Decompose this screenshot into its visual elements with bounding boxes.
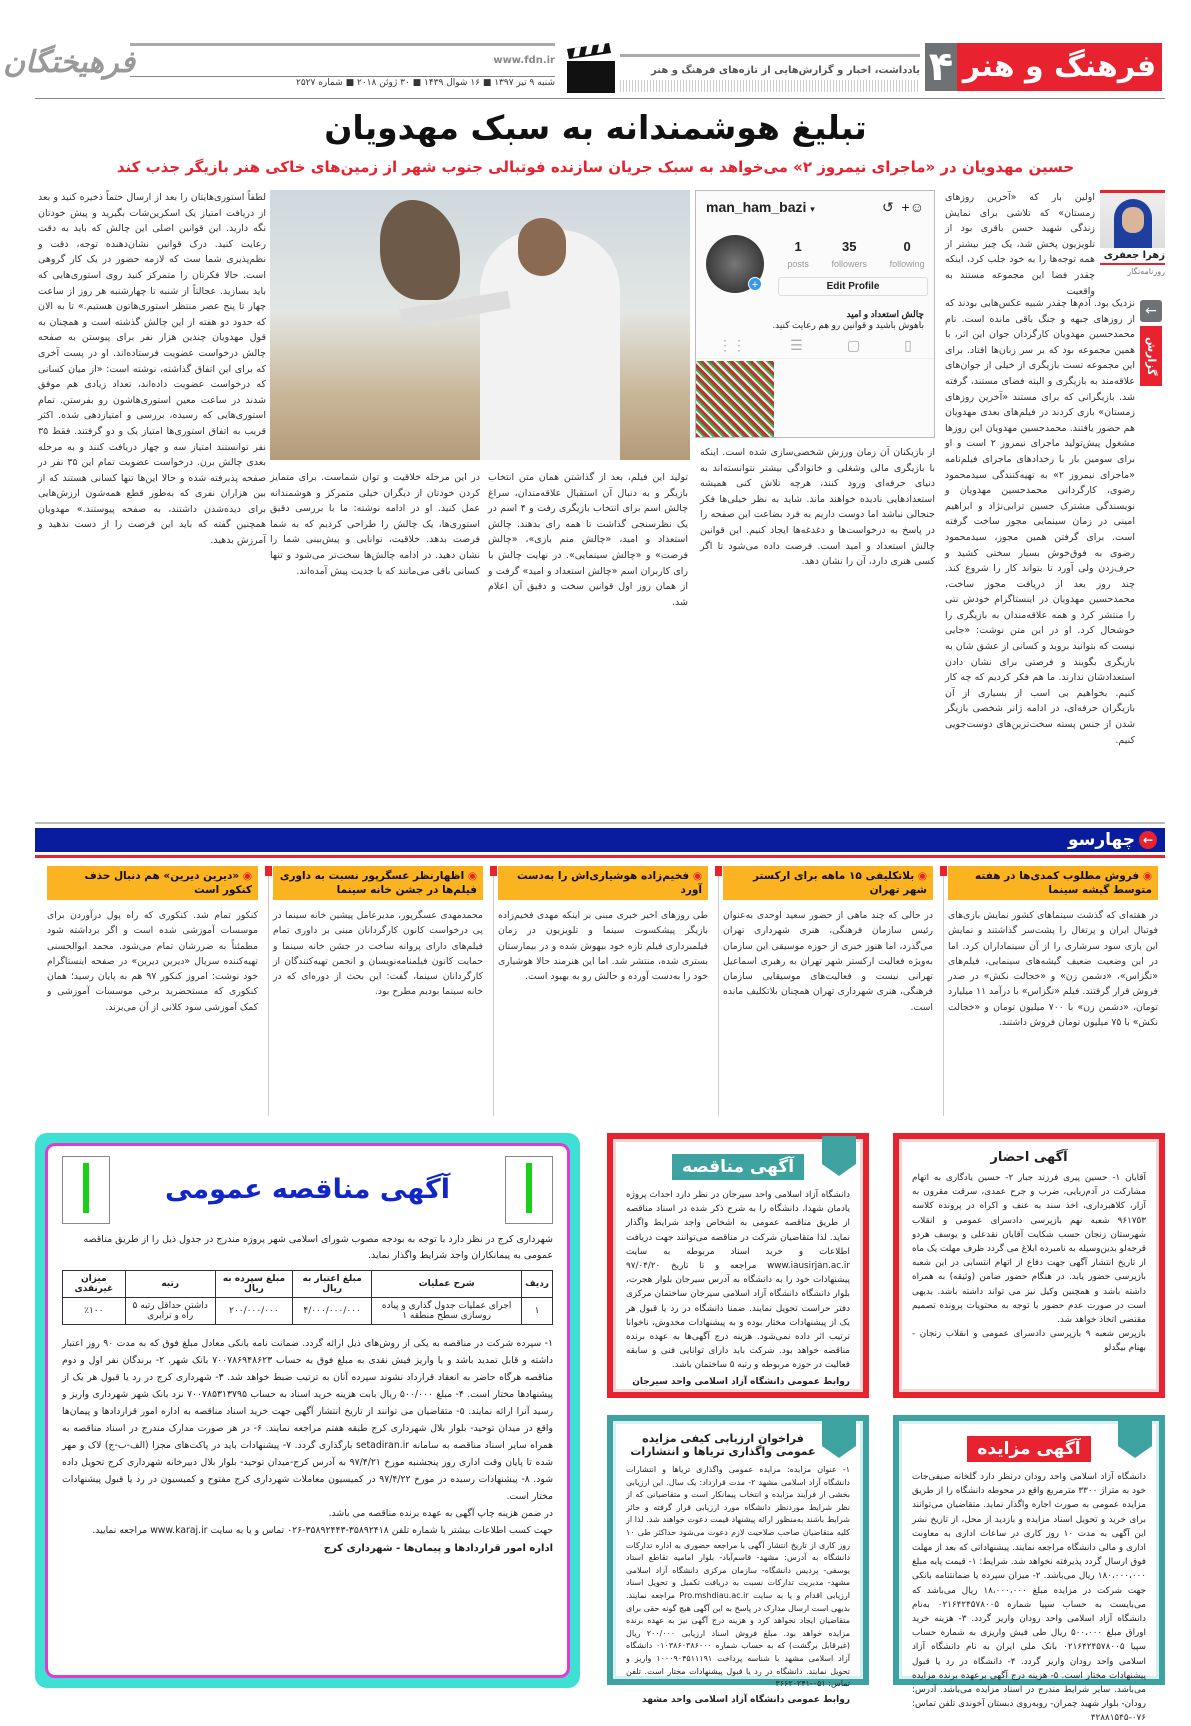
divider xyxy=(130,43,555,46)
instagram-screenshot xyxy=(695,190,935,438)
news-item xyxy=(943,866,1158,1116)
clapperboard-icon xyxy=(565,43,617,93)
chaharsoo-banner xyxy=(35,828,1165,852)
website: www.fdn.ir xyxy=(493,55,555,66)
ad-title: آگهی مناقصه xyxy=(672,1154,804,1180)
dateline: شنبه ۹ تیر ۱۳۹۷ ■ ۱۶ شوال ۱۴۳۹ ■ ۳۰ ژوئن ۲۰۱۸ ■ شماره ۲۵۲۷ xyxy=(296,78,555,88)
report-tag: گزارش xyxy=(1140,326,1162,386)
ad-body: ۱- عنوان مزایده: مزایده عمومی واگذاری تریاها و انتشارات دانشگاه آزاد اسلامی مشهد ۲- مدت قرارداد: یک سال. این ارزیابی بخشی از فرآیند مزایده و انتخاب پیمانکار است و متقاضیانی که از نظر شرایط موردنظر دانشگاه مورد ارزیابی قرار گرفته و حائز شرایط باشند به‌منظور ارائه پیشنهاد قیمت دعوت خواهند شد. لذا از کلیه متقاضیان صاحب صلاحیت لازم دعوت می‌شود حداکثر طی ۱۰ روز کاری از تاریخ انتشار آگهی با مراجعه حضوری به اداره تدارکات دانشگاه به آدرس: مشهد- قاسم‌آباد- بلوار امامیه تقاطع استاد یوسفی- پردیس دانشگاه- سازمان مرکزی دانشگاه آزاد اسلامی مشهد- مدیریت تدارکات نسبت به دریافت تکمیل و تحویل اسناد ارزیابی اقدام و یا به سایت Pro.mshdiau.ac.ir مراجعه نمایند. بدیهی است ارسال مدارک در پاسخ به این آگهی هیچ گونه حقی برای متقاضیان ایجاد نخواهد کرد و هزینه درج آگهی نیز به عهده برنده مزایده خواهد بود. مبلغ فروش اسناد ارزیابی ۲۰۰/۰۰۰ ریال (غیرقابل برگشت) که به حساب شماره ۰۱۰۳۸۶۰۳۸۶۰۰۰ دانشگاه آزاد اسلامی مشهد با شناسه پرداخت ۱۰۰۰۹۰۴۵۱۱۱۹۱ واریز و تحویل نمایند. دانشگاه در رد یا قبول پیشنهادات مختار است. تلفن تماس: ۰۵۱-۳۶۶۲۰۲۴۱ xyxy=(626,1465,851,1689)
news-title: بلاتکلیفی ۱۵ ماهه برای ارکستر شهر تهران xyxy=(752,870,927,896)
news-body: در حالی که چند ماهی از حضور سعید اوحدی به‌عنوان رئیس سازمان فرهنگی، هنری شهرداری تهران می‌گذرد، اما هنوز خبری از حوزه موسیقی این سازمان به‌ویژه فعالیت ارکستر شهر تهران به رهبری اسماعیل تهرانی نیست و فعالیت‌های موسیقایی سازمان فرهنگی، هنری شهرداری تهران همچنان بلاتکلیف مانده است. xyxy=(723,910,933,1013)
ad-intro: شهرداری کرج در نظر دارد با توجه به بودجه مصوب شورای اسلامی شهر پروژه مندرج در جدول ذیل را از طریق مناقصه عمومی به پیمانکاران واجد شرایط واگذار نماید. xyxy=(83,1234,553,1261)
bullet-icon: ◉ xyxy=(467,870,477,882)
news-item xyxy=(268,866,483,1116)
author-photo xyxy=(1100,190,1165,248)
ad-note: در ضمن هزینه چاپ آگهی به عهده برنده مناقصه می باشد. xyxy=(328,1508,553,1519)
article-column: از بازیکنان آن زمان ورزش شخصی‌سازی شده است. اینکه با بازیگری مالی وشغلی و خانوادگی بیشتر نتوانسته‌اند به دنیای حرفه‌ای ورود کنند، هرچه تلاش کنی همیشه استعدادهایی نادیده خواهند ماند. شاید به نظر خیلی‌ها فکر جنجالی نباشد اما دوست داریم به فرد بضاعت این صفحه را در پاسخ به درخواست‌ها و دغدغه‌ها ایجاد کنیم. این قوانین چالش استعداد و امید است. فرصت داده می‌شود تا اگر کسی هنری دارد، آن را نشان دهد. xyxy=(700,447,935,568)
karaj-municipality-logo xyxy=(62,1156,110,1224)
chaharsoo-title: چهارسو xyxy=(1067,830,1135,850)
divider xyxy=(35,822,1165,824)
profile-bio: چالش استعداد و امید باهوش باشید و قوانین رو هم رعایت کنید. xyxy=(772,309,924,330)
page-number: ۴ xyxy=(925,43,957,91)
news-title: «دیرین دیرین» هم دنبال حذف کنکور است xyxy=(84,870,252,896)
ad-title: فراخوان ارزیابی کیفی مزایده عمومی واگذاری تریاها و انتشارات xyxy=(630,1432,816,1458)
instagram-username: man_ham_bazi xyxy=(706,199,807,215)
article-subheadline: حسین مهدویان در «ماجرای نیمروز ۲» می‌خواهد به سبک جریان سازنده فوتبالی جنوب شهر از زمین‌های خاکی هنر بازیگر جذب کند xyxy=(116,158,1075,176)
news-title: فخیم‌زاده هوشیاری‌اش را به‌دست آورد xyxy=(517,870,702,896)
karaj-tender-ad xyxy=(35,1133,580,1688)
news-body: در هفته‌ای که گذشت سینماهای کشور نمایش بازی‌های فوتبال ایران و پرتغال را پشت‌سر گذاشتند و نمایش این بازی سود سرشاری را از آن سینماداران کرد. اما در این وضعیت ضعیف گیشه‌های سینمایی، فیلم‌های «تگزاس»، «دشمن زن» و «خجالت نکش» در صدر فروش قرار گرفتند. فیلم «تگزاس» با درآمد ۱۱ میلیارد تومان، «دشمن زن» با ۷۰۰ میلیون تومان و «خجالت نکش» با ۷۵ میلیون تومان فروش داشتند. xyxy=(948,910,1158,1029)
article-column: اولین بار که «آخرین روزهای زمستان» که تلاشی برای نمایش زندگی شهید حسن باقری بود از تلویزیون پخش شد، یک چیز بیشتر از همه توجه‌ها را به خود جلب کرد، اینکه چقدر فضا این مجموعه مستند به واقعیت xyxy=(945,192,1095,297)
news-title: فروش مطلوب کمدی‌ها در هفته متوسط گیشه سینما xyxy=(974,870,1152,896)
article-column: تولید این فیلم، بعد از گذاشتن همان متن انتخاب بازیگر و به دنبال آن استقبال علاقه‌مندان، سراغ چالش اسم برای انتخاب بازیگری رفت و ۴ اسم در یک نظرسنجی گذاشت تا همه رای بدهند. چالش استعداد و امید، «چالش منم بازی»، «چالش فرصت» و «چالش سینمایی». در نهایت چالش با رای کاربران اسم «چالش استعداد و امید» گرفت و از همان روز اول قوانین سخت و دقیق آن اعلام شد. xyxy=(488,472,689,608)
arrow-left-icon: ← xyxy=(1140,300,1162,322)
azad-university-emblem-icon xyxy=(822,1136,856,1176)
ad-signature: روابط عمومی دانشگاه آزاد اسلامی واحد مشهد xyxy=(642,1694,850,1705)
tagged-icon: ▢ xyxy=(846,337,861,353)
posts-stat: 1 posts xyxy=(787,239,809,269)
history-icon: ↺ xyxy=(882,199,894,215)
list-icon: ☰ xyxy=(790,337,803,353)
arrow-left-icon: ← xyxy=(1139,831,1157,849)
bookmark-icon: ▯ xyxy=(904,337,912,353)
ad-title: آگهی مزایده xyxy=(967,1436,1090,1462)
news-item xyxy=(718,866,933,1116)
post-thumbnail xyxy=(696,361,774,437)
summons-ad xyxy=(893,1133,1165,1398)
following-stat: 0 following xyxy=(889,239,925,269)
add-user-icon: +☺ xyxy=(901,199,924,215)
ad-body: آقایان ۱- حسین پیری فرزند جبار ۲- حسین یادگاری به اتهام مشارکت در آدم‌ربایی، ضرب و جرح عمدی، سرقت مقرون به آزار، کلاهبرداری، اخذ سند به عنف و اکراه در پرونده کلاسه ۹۶۱۷۵۳ شعبه نهم بازپرسی دادسرای عمومی و انقلاب شهرستان زنجان حسب شکایت آقایان نقدعلی و یوسف هردو قرجه‌لو بدین‌وسیله به نامبرده ابلاغ می گردد ظرف مهلت یک ماه از تاریخ انتشار آگهی جهت دفاع از اتهام انتسابی در این شعبه بازپرسی حضور یابد. در هنگام حضور ضامن (وثیقه) به همراه داشته باشد و همچنین وکیل نیز می تواند داشته باشد. بدیهی است در صورت عدم حضور با توجه به محتویات پرونده تصمیم مقتضی اتخاذ خواهد شد. xyxy=(912,1173,1146,1326)
ad-title: آگهی احضار xyxy=(990,1150,1068,1165)
ad-contact: جهت کسب اطلاعات بیشتر با شماره تلفن ۳۵۸۹۲۴۱۸-۳۵۸۹۲۴۴۳-۰۲۶ تماس و یا به سایت www.karaj.ir مراجعه نمایید. xyxy=(92,1525,553,1536)
add-story-icon: + xyxy=(748,277,762,291)
chevron-down-icon: ▾ xyxy=(810,204,815,214)
ad-signature: اداره امور قراردادها و پیمان‌ها - شهرداری کرج xyxy=(323,1543,553,1554)
decorative-hatch xyxy=(620,80,920,92)
section-tagline: یادداشت، اخبار و گزارش‌هایی از تازه‌های فرهنگ و هنر xyxy=(620,54,920,76)
divider xyxy=(35,855,1165,858)
news-item xyxy=(493,866,708,1116)
article-photo-falconer xyxy=(270,190,690,460)
article-headline: تبلیغ هوشمندانه به سبک مهدویان xyxy=(324,108,867,147)
sirjan-tender-ad xyxy=(607,1133,869,1398)
author-box xyxy=(1100,190,1165,276)
tender-table: ردیف شرح عملیات مبلغ اعتبار به ریال مبلغ سپرده به ریال رتبه میزان غیرنقدی ۱ اجرای عملیات جدول گذاری و پیاده روسازی سطح منطقه ۱ ۴/۰۰۰/۰۰۰/۰۰۰ ۲۰۰/۰۰۰/۰۰۰ داشتن حداقل رتبه ۵ راه و ترابری ٪۱۰۰ xyxy=(62,1270,553,1325)
bullet-icon: ◉ xyxy=(692,870,702,882)
edit-profile-button: Edit Profile xyxy=(778,277,928,296)
news-item xyxy=(43,866,258,1116)
roudan-auction-ad xyxy=(893,1415,1165,1724)
divider xyxy=(35,98,1165,99)
author-name: زهرا جعفری xyxy=(1100,248,1165,265)
ad-title: آگهی مناقصه عمومی xyxy=(165,1174,450,1205)
news-body: کنکور تمام شد. کنکوری که راه پول درآوردن برای موسسات آموزشی شده است و اگر برداشته شود مطمئناً به ضررشان تمام می‌شود. محمد ابوالحسنی تهیه‌کننده سریال «دیرین دیرین» در صفحه اینستاگرام خود نوشت: امروز کنکور ۹۷ هم به پایان رسید؛ همان کنکوری که مستحضرید برخی موسسات آموزشی و کمک آموزشی سود کلانی از آن می‌برند. xyxy=(47,910,258,1013)
news-title: اظهارنظر عسگرپور نسبت به داوری فیلم‌ها در جشن خانه سینما xyxy=(279,870,477,896)
profile-tabs xyxy=(696,337,934,359)
ad-signature: بازپرس شعبه ۹ بازپرسی دادسرای عمومی و انقلاب زنجان - بهنام بیگدلو xyxy=(912,1329,1146,1354)
newspaper-logo: فرهیختگان xyxy=(3,45,135,80)
ad-body: ۱- سپرده شرکت در مناقصه به یکی از روش‌های ذیل ارائه گردد. ضمانت نامه بانکی معادل مبلغ فوق که به مدت ۹۰ روز اعتبار داشته و قابل تمدید باشد و یا واریز فیش نقدی به مبلغ فوق به حساب ۷۰۰۷۸۶۹۴۸۶۲۳ بانک شهر. ۲- برندگان نفر اول و دوم مناقصه هرگاه حاضر به انعقاد قرارداد نشوند سپرده آنان به ترتیب ضبط خواهد شد. ۳- شهرداری کرج در رد یا قبول هر یک از پیشنهادها مختار است. ۴- مبلغ ۵۰۰/۰۰۰ ریال بابت هزینه خرید اسناد به حساب ۷۰۰۷۸۵۳۱۳۷۹۵ نزد بانک شهر شهرداری واریز و رسید آنرا ارائه نمایند. ۵- متقاضیان می توانند از تاریخ انتشار آگهی جهت خرید اسناد مناقصه به اداره امور قراردادها و پیمان‌ها واقع در میدان توحید- بلوار بلال شهرداری کرج طبقه هفتم مراجعه نمایند. ۶- در هر صورت مدارک مندرج در اسناد مناقصه به همراه سایر اسناد مناقصه به سامانه setadiran.ir بارگذاری گردد. ۷- پیشنهادات باید در پاکت‌های مجزا (الف-ب-ج) لاک و مهر شده تا پایان وقت اداری روز پنجشنبه مورخ ۹۷/۴/۲۱ به آدرس کرج-میدان توحید- بلوار بلال دبیرخانه شهرداری کرج تحویل داده شود. ۸- پیشنهادات رسیده در مورخ ۹۷/۴/۲۲ در کمیسیون معاملات شهرداری کرج مفتوح و کمیسیون در رد یا قبول پیشنهادات مختار است. xyxy=(62,1338,553,1502)
ad-body: دانشگاه آزاد اسلامی واحد رودان درنظر دارد گلخانه صیفی‌جات خود به متراژ ۳۳۰۰ مترمربع واقع در محوطه دانشگاه را از طریق مزایده عمومی به صورت اجاره واگذار نماید. متقاضیان می‌توانند برای خرید و تحویل اسناد مزایده و بازدید از محل، از تاریخ نشر این آگهی به مدت ۱۰ روز کاری در ساعات اداری به معاونت اداری و مالی دانشگاه مراجعه نمایند. پیشنهاداتی که بعد از مهلت فوق ارسال گردد پذیرفته نخواهد شد. شرایط: ۱- قیمت پایه مبلغ ۱۸۰،۰۰۰،۰۰۰ ریال می‌باشد. ۲- میزان سپرده یا ضمانتنامه بانکی جهت شرکت در مزایده مبلغ ۱۸،۰۰۰،۰۰۰ ریال می‌باشد که می‌بایست به حساب سپیا شماره ۰۲۱۶۴۲۴۵۷۸۰۰۵ به‌نام دانشگاه آزاد اسلامی واحد رودان واریز گردد. ۳- هزینه خرید اوراق مبلغ ۵۰۰،۰۰۰ ریال طی فیش واریزی به شماره حساب سپیا ۰۲۱۶۴۲۴۵۷۸۰۰۵ بانک ملی ایران به نام دانشگاه آزاد اسلامی واحد رودان واریز گردد. ۴- دانشگاه در رد یا قبول پیشنهادات مختار است. ۵- هزینه درج آگهی برعهده برنده مزایده می‌باشد. سایر شرایط مندرج در اسناد مزایده می‌باشد. آدرس: رودان- بلوار شهید چمران- روبه‌روی دبستان آخوندی تلفن تماس: ۰۷۶-۴۲۸۸۱۵۴۵ xyxy=(912,1472,1146,1724)
mashhad-auction-ad xyxy=(607,1415,869,1705)
divider xyxy=(130,76,555,77)
news-body: محمدمهدی عسگرپور، مدیرعامل پیشین خانه سینما در پی درخواست کانون کارگردانان مبنی بر داوری تمام فیلم‌های دارای پروانه ساخت در جشن خانه سینما و حمایت کانون فیلمنامه‌نویسان و انجمن تهیه‌کنندگان از کارگردانان سینما، گفت: این بحث از دوره‌ای که در خانه سینما بودیم مطرح بود. xyxy=(273,910,483,998)
table-row: ۱ اجرای عملیات جدول گذاری و پیاده روسازی سطح منطقه ۱ ۴/۰۰۰/۰۰۰/۰۰۰ ۲۰۰/۰۰۰/۰۰۰ داشتن حداقل رتبه ۵ راه و ترابری ٪۱۰۰ xyxy=(63,1298,553,1325)
ad-body: دانشگاه آزاد اسلامی واحد سیرجان در نظر دارد احداث پروژه یادمان شهدا، دانشگاه را به شرح ذکر شده در اسناد مناقصه از طریق مناقصه عمومی به اشخاص واجد شرایط واگذار نماید. لذا متقاضیان شرکت در مناقصه می‌توانند جهت دریافت اطلاعات و خرید اسناد مربوطه به سایت www.iausirjan.ac.ir مراجعه و تا تاریخ ۹۷/۰۴/۲۰ پیشنهادات خود را به دانشگاه به آدرس سیرجان بلوار هجرت، بلوار دانشگاه دانشگاه آزاد اسلامی سیرجان ساختمان مرکزی دفتر حراست تحویل نمایند. ضمنا دانشگاه در رد یا قبول هر یک از پیشنهادات مختار بوده و به پیشنهادات مخدوش، ناخوانا ترتیب اثر داده نمی‌شود. هزینه درج آگهی‌ها به عهده برنده مناقصه خواهد بود. شرکت باید دارای توانایی فنی و سابقه فعالیت در حوزه مربوطه و رتبه ۵ ساختمان باشد. xyxy=(626,1190,850,1371)
bullet-icon: ◉ xyxy=(242,870,252,882)
news-body: طی روزهای اخیر خبری مبنی بر اینکه مهدی فخیم‌زاده بازیگر پیشکسوت سینما و تلویزیون در زمان فیلمبرداری فیلم تازه خود بیهوش شده و در بیمارستان بستری شده، منتشر شد. اما این هنرمند حالا هوشیاری خود را به‌دست آورده و حالش رو به بهبود است. xyxy=(498,910,708,983)
section-name: فرهنگ و هنر xyxy=(957,43,1162,91)
ad-signature: روابط عمومی دانشگاه آزاد اسلامی واحد سیرجان xyxy=(632,1376,850,1387)
azad-university-emblem-icon xyxy=(1118,1418,1152,1458)
article-column: لطفاً استوری‌هایتان را بعد از ارسال حتماً ذخیره کنید و بعد از دریافت امتیاز یک اسکرین‌شات بگیرید و پیش خودتان نگه دارید. این قوانین اصلی این چالش که باید به دقت رعایت کنید. درک قوانین نشان‌دهنده توجه، دقت و نظم‌پذیری شما ست که لازمه حضور در یک کار گروهی است. حالا فکرتان را متمرکز کنید روی استوری‌هایی که باید بسازید. عجالتاً از شنبه تا چهارشنبه هر روز از ساعت چهار تا پنج عصر منتظر استوری‌هاتون هستیم.» تا به الان که حدود دو هفته از این چالش گذشته است و همچنان به قول مهدویان چندین هزار نفر برای پیوستن به صفحه چالش درخواست عضویت فرستاده‌اند. او در پست آخری که برای این اتفاق گذاشته، نوشته است: «از میان کسانی که درخواست عضویت داده‌اند، تعداد زیادی هم موفق شدند در ساعت معین استوری‌هاشون رو بفرستن. تمام استوری‌هایی که رسیده، بررسی و امتیازدهی شده. اکثر قریب به اتفاق استوری‌ها امتیاز یک و دو گرفتند. فقط ۳۵ نفر توانستند امتیاز سه و چهار دریافت کنند و به مرحله بعدی چالش برن. درخواست عضویت تمام این ۳۵ نفر در صفحه پذیرفته شده و حالا این‌ها تنها کسانی هستند که از بین هزاران نفری که به‌طور قطع همه‌شون ارزش‌هایی برای دیده‌شدن داشتند، به صفحه پیوستند.» مهدویان همچنین گفته که باید این فرصت را از دست ندهید و آمرزش بدهید. xyxy=(38,192,266,547)
article-column: نزدیک بود. آدم‌ها چقدر شبیه عکس‌هایی بودند که از روزهای جبهه و جنگ باقی مانده است. نام محمدحسین مهدویان کارگردان جوان این اثر، با همین مجموعه بود که بر سر زبان‌ها افتاد. برای این مجموعه تست بازیگری از خیلی از جوان‌های علاقه‌مند به بازیگری و البته فضای مستند، گرفته شد. بازیگرانی که برای مستند «آخرین روزهای زمستان» بازی کردند در فیلم‌های بعدی مهدویان هم حضور یافتند. محمدحسین مهدویان این روزها مشغول پیش‌تولید ماجرای نیمروز ۲ است و او برای سومین بار با رخدادهای ماجرای فیلم‌نامه «ماجرای نیمروز ۲» به تهیه‌کنندگی سیدمحمود رضوی، کارگردانی محمدحسین مهدویان و نویسندگی مشترک حسین ترابی‌نژاد و ابراهیم امینی در زمان سینمایی مجوز ساخت گرفته است. برای گرفتن همین مجوز، سیدمحمود رضوی به فوق‌خوش بسیار سختی کشید و حرف‌زدن ولی آورد تا بتواند کار را شروع کند. چند روز بعد از دریافت مجوز ساخت، محمدحسین مهدویان در اینستاگرام خودش نتی را منتشر کرد و همه علاقه‌مندان به بازیگری را خوشحال کرد. او در این متن نوشت: «جایی نیست که بتوانید بروید و کسانی از عشق شان به بازیگری بگویند و فرصتی برای نشان دادن استعدادشان ندارند. ما هم فکر کردیم که چه کار کنیم. بخواهیم بی اسب از بسیاری از آن بازیگران حرفه‌ای، در ادامه ژانر شخصی بازیگر شدن از جنس پسته سخت‌ترین‌های دوست‌جویی کنیم. xyxy=(945,298,1135,746)
followers-stat: 35 followers xyxy=(831,239,867,269)
author-role: روزنامه‌نگار xyxy=(1127,267,1165,276)
karaj-municipality-logo xyxy=(505,1156,553,1224)
bullet-icon: ◉ xyxy=(1142,870,1152,882)
article-column: در این مرحله خلاقیت و توان شماست. برای متمایز کردن خودتان از دیگران خیلی متمرکز و هوشمندانه عمل کنید. او در ادامه نوشته: ما با بررسی دقیق استوری‌ها، یک چالش را طراحی کردیم که به شما فرصت بدهد. خلاقیت، توانایی و پیش‌بینی شما را نشان دهید. در ادامه چالش‌ها سخت‌تر می‌شود و تنها کسانی باقی می‌مانند که با جدیت پیش آمده‌اند. xyxy=(270,472,480,577)
bullet-icon: ◉ xyxy=(917,870,927,882)
section-badge xyxy=(925,43,1162,91)
grid-icon: ⋮⋮ xyxy=(718,337,747,353)
